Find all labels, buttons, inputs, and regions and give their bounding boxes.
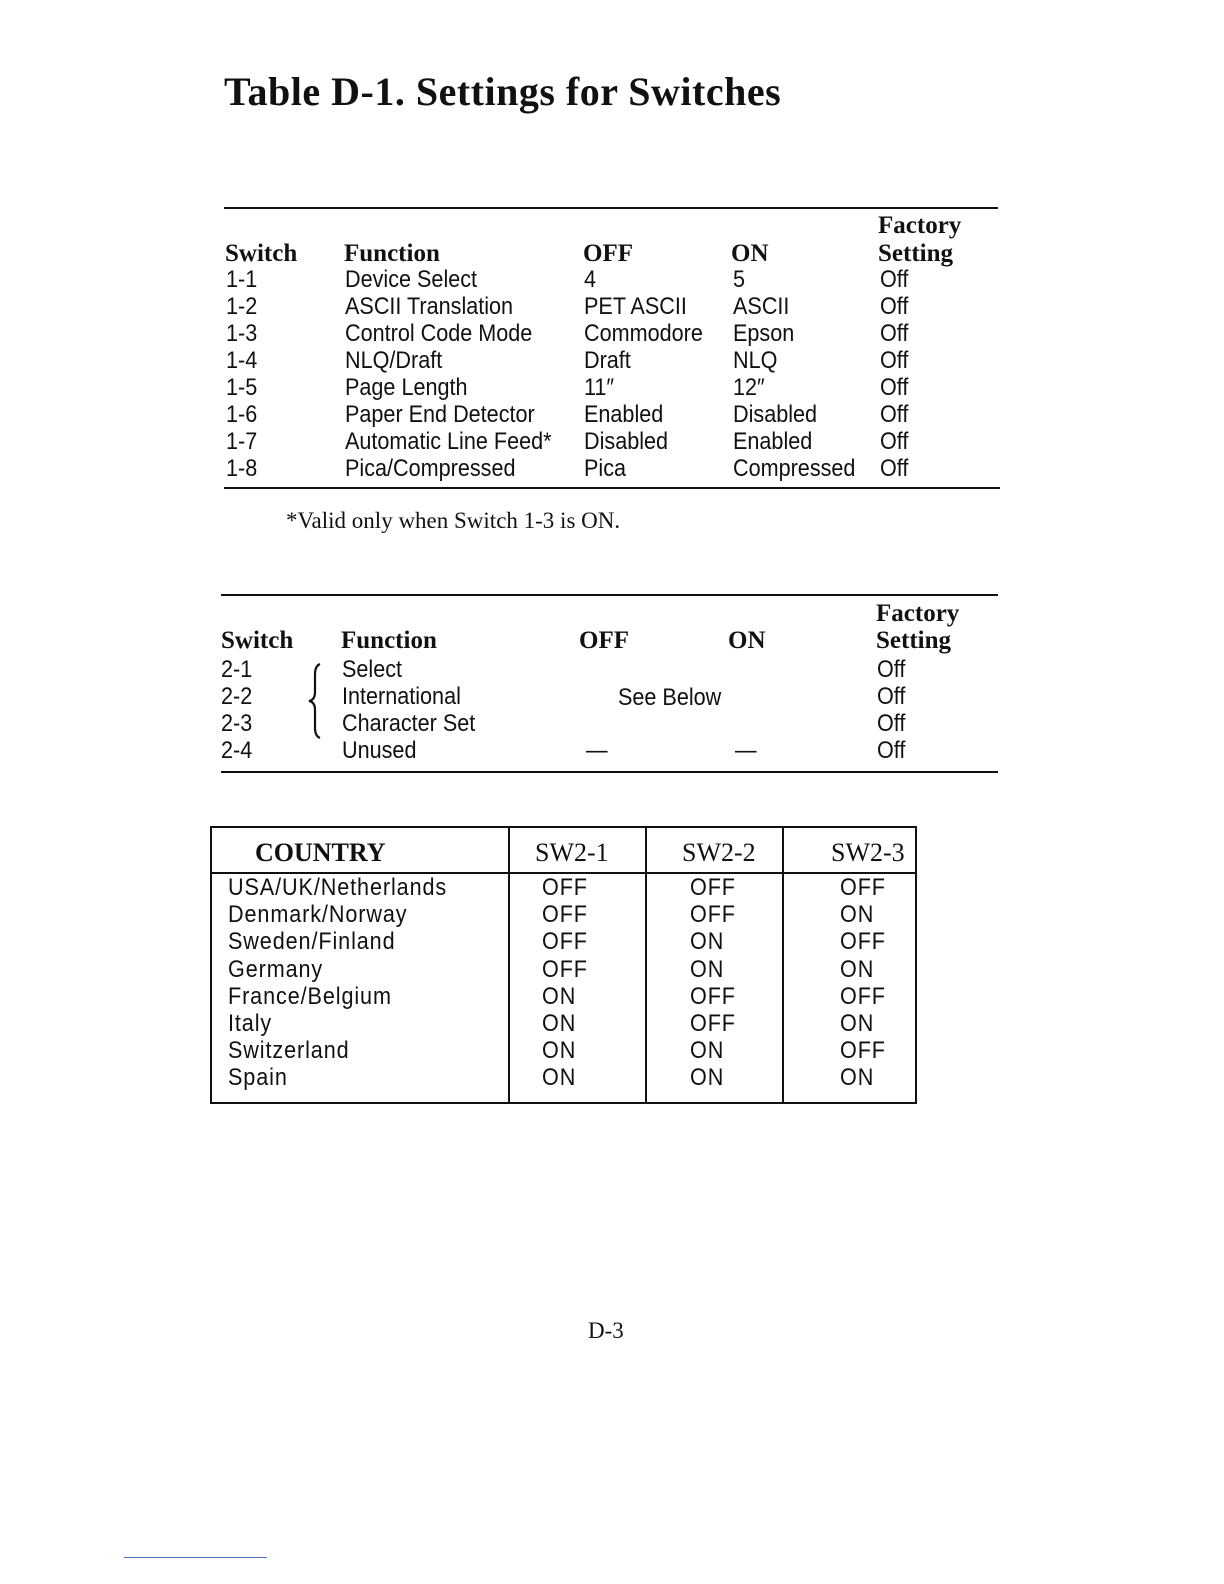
country-cell-sw2: ON: [690, 1064, 725, 1092]
table2-top-rule: [221, 594, 998, 596]
table1-header-factory-line2: Setting: [878, 240, 953, 267]
table1-cell-factory: Off: [880, 320, 909, 347]
country-cell-sw2: ON: [690, 928, 725, 956]
table1-cell-function: Control Code Mode: [345, 320, 533, 347]
table1-cell-off: PET ASCII: [584, 293, 687, 320]
table1-header-switch: Switch: [225, 240, 298, 267]
country-cell-country: France/Belgium: [228, 982, 392, 1010]
table2-cell-function: International: [342, 683, 461, 710]
table1-cell-function: NLQ/Draft: [345, 347, 443, 374]
country-cell-sw3: OFF: [840, 982, 886, 1010]
table1-cell-function: ASCII Translation: [345, 293, 514, 320]
table1-cell-switch: 1-8: [226, 455, 258, 482]
table1-bottom-rule: [224, 487, 1000, 489]
table1-cell-off: Disabled: [584, 428, 669, 455]
country-cell-sw1: OFF: [542, 901, 588, 929]
country-cell-sw1: ON: [542, 1037, 577, 1065]
country-cell-sw2: OFF: [690, 874, 736, 901]
table2-header-off: OFF: [579, 627, 629, 654]
table2-cell-function: Unused: [342, 737, 417, 764]
brace-icon: [303, 660, 327, 742]
table1-cell-on: Epson: [733, 320, 795, 347]
table1-header-function: Function: [344, 240, 440, 267]
country-cell-country: Italy: [228, 1010, 273, 1037]
table2-cell-factory: Off: [877, 683, 906, 710]
table1-cell-function: Paper End Detector: [345, 401, 535, 428]
country-cell-sw1: ON: [542, 1064, 577, 1092]
country-cell-sw2: OFF: [690, 1010, 736, 1037]
country-cell-sw1: ON: [542, 982, 577, 1010]
table2-header-on: ON: [728, 627, 766, 654]
table1-cell-switch: 1-1: [226, 266, 258, 293]
country-cell-sw1: OFF: [542, 928, 588, 956]
table1-cell-factory: Off: [880, 455, 909, 482]
table1-cell-off: Draft: [584, 347, 631, 374]
table2-cell-factory: Off: [877, 710, 906, 737]
table2-cell-function: Character Set: [342, 710, 476, 737]
table2-cell-switch: 2-4: [221, 737, 253, 764]
country-cell-country: USA/UK/Netherlands: [228, 874, 448, 901]
country-cell-sw1: OFF: [542, 955, 588, 983]
table1-cell-factory: Off: [880, 374, 909, 401]
sw2-2-header: SW2-2: [682, 838, 756, 867]
country-table-divider: [782, 828, 784, 1102]
country-cell-sw3: ON: [840, 1064, 875, 1092]
bottom-link-underline: [124, 1557, 267, 1558]
table1-cell-factory: Off: [880, 428, 909, 455]
table1-cell-switch: 1-2: [226, 293, 258, 320]
page-number: D-3: [588, 1318, 624, 1343]
country-cell-sw3: ON: [840, 1010, 875, 1037]
country-cell-country: Switzerland: [228, 1037, 350, 1065]
table1-cell-on: Compressed: [733, 455, 856, 482]
table1-cell-factory: Off: [880, 347, 909, 374]
table1-cell-switch: 1-5: [226, 374, 258, 401]
country-cell-sw3: OFF: [840, 928, 886, 956]
table1-cell-factory: Off: [880, 266, 909, 293]
country-header: COUNTRY: [255, 838, 386, 867]
table1-top-rule: [224, 207, 998, 209]
country-cell-country: Sweden/Finland: [228, 928, 396, 956]
table1-cell-function: Automatic Line Feed*: [345, 428, 552, 455]
country-cell-sw3: OFF: [840, 874, 886, 901]
country-cell-country: Spain: [228, 1064, 288, 1092]
table1-cell-on: 5: [733, 266, 746, 293]
country-table-divider: [508, 828, 510, 1102]
page-title: Table D-1. Settings for Switches: [224, 69, 782, 114]
country-cell-sw2: OFF: [690, 982, 736, 1010]
table1-header-factory-line1: Factory: [878, 212, 962, 239]
country-table: [210, 826, 917, 1104]
table2-bottom-rule: [221, 771, 998, 773]
table2-cell-off: —: [586, 737, 608, 764]
table2-cell-switch: 2-3: [221, 710, 253, 737]
table1-cell-switch: 1-6: [226, 401, 258, 428]
table1-cell-off: 4: [584, 266, 597, 293]
table1-cell-factory: Off: [880, 293, 909, 320]
table2-cell-factory: Off: [877, 737, 906, 764]
table1-cell-function: Page Length: [345, 374, 468, 401]
country-cell-sw2: ON: [690, 955, 725, 983]
country-cell-sw3: ON: [840, 901, 875, 929]
table2-header-factory-line2: Setting: [876, 627, 951, 654]
table1-footnote: *Valid only when Switch 1-3 is ON.: [286, 508, 621, 533]
table2-header-function: Function: [341, 627, 437, 654]
table1-cell-off: 11″: [584, 374, 615, 401]
country-cell-sw2: ON: [690, 1037, 725, 1065]
table1-cell-switch: 1-7: [226, 428, 258, 455]
sw2-1-header: SW2-1: [535, 838, 609, 867]
table1-cell-function: Pica/Compressed: [345, 455, 516, 482]
country-cell-sw3: ON: [840, 955, 875, 983]
table2-cell-function: Select: [342, 656, 403, 683]
country-table-divider: [645, 828, 647, 1102]
table1-cell-switch: 1-4: [226, 347, 258, 374]
table1-cell-off: Pica: [584, 455, 627, 482]
table1-cell-off: Commodore: [584, 320, 703, 347]
table1-header-on: ON: [731, 240, 769, 267]
table2-cell-switch: 2-2: [221, 683, 253, 710]
table1-cell-on: Enabled: [733, 428, 813, 455]
table2-cell-factory: Off: [877, 656, 906, 683]
country-cell-sw1: ON: [542, 1010, 577, 1037]
country-cell-country: Germany: [228, 955, 324, 983]
table2-header-switch: Switch: [221, 627, 294, 654]
table2-header-factory-line1: Factory: [876, 600, 960, 627]
table1-header-off: OFF: [583, 240, 633, 267]
sw2-3-header: SW2-3: [831, 838, 905, 867]
table1-cell-on: NLQ: [733, 347, 778, 374]
table2-cell-on: —: [735, 737, 757, 764]
table1-cell-switch: 1-3: [226, 320, 258, 347]
table2-cell-switch: 2-1: [221, 656, 253, 683]
table1-cell-function: Device Select: [345, 266, 478, 293]
country-cell-country: Denmark/Norway: [228, 901, 408, 929]
table1-cell-factory: Off: [880, 401, 909, 428]
country-cell-sw1: OFF: [542, 874, 588, 901]
table2-see-below: See Below: [618, 684, 722, 711]
table1-cell-on: Disabled: [733, 401, 818, 428]
country-cell-sw2: OFF: [690, 901, 736, 929]
country-cell-sw3: OFF: [840, 1037, 886, 1065]
table1-cell-on: ASCII: [733, 293, 790, 320]
table1-cell-on: 12″: [733, 374, 765, 401]
table1-cell-off: Enabled: [584, 401, 664, 428]
